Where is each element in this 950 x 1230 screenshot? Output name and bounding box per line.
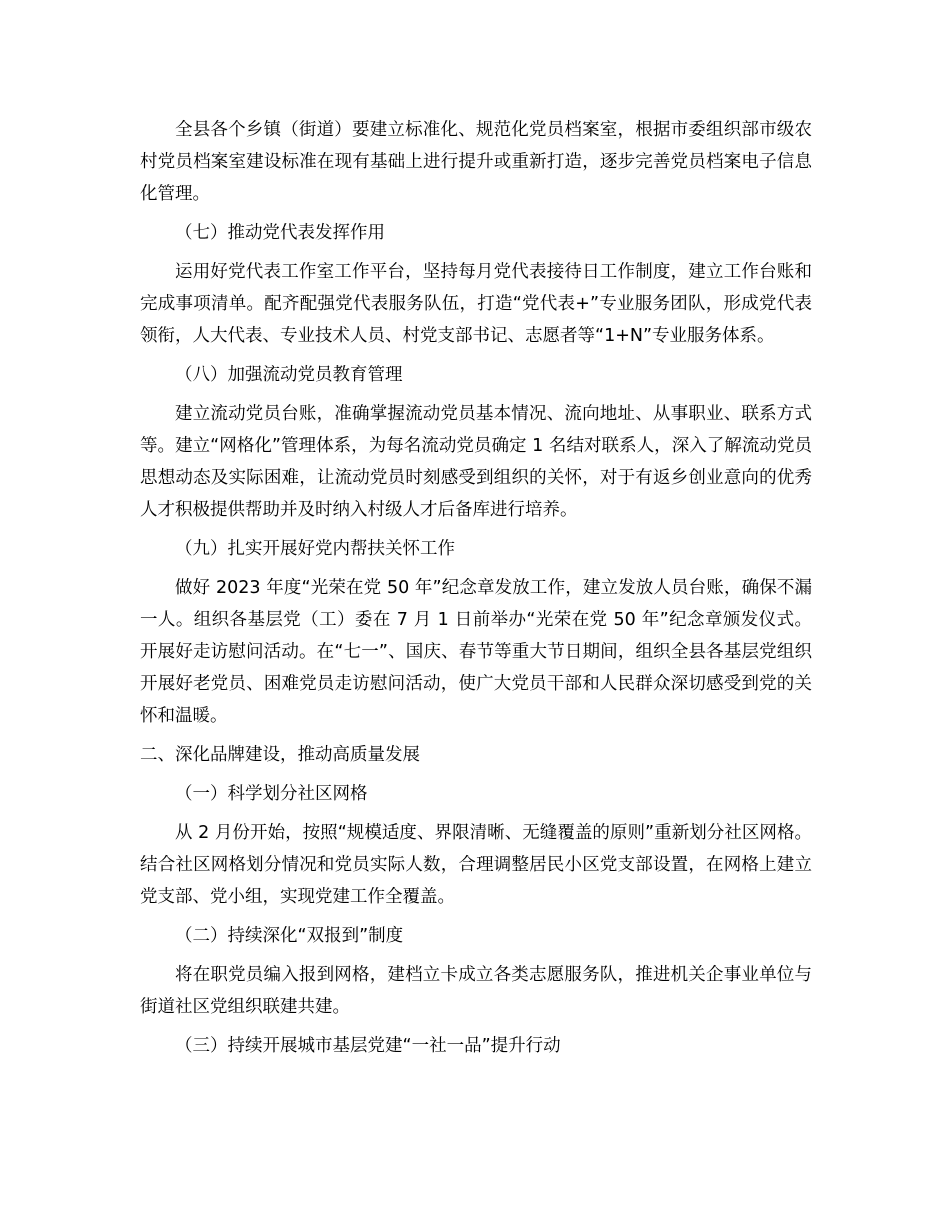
heading-seven-party-reps: （七）推动党代表发挥作用 [175,223,385,243]
paragraph-party-reps: 运用好党代表工作室工作平台，坚持每月党代表接待日工作制度，建立工作台账和完成事项清单。配齐配强党代表服务队伍，打造“党代表+”专业服务团队，形成党代表领衔，人大代表、专业技术人员、村党支部书记、志愿者等“1+N”专业服务体系。 [140,262,812,346]
heading-two-double-report: （二）持续深化“双报到”制度 [175,926,404,946]
paragraph-archive-rooms: 全县各个乡镇（街道）要建立标准化、规范化党员档案室，根据市委组织部市级农村党员档案室建设标准在现有基础上进行提升或重新打造，逐步完善党员档案电子信息化管理。 [140,120,812,204]
document-page [140,114,812,1069]
heading-nine-care-work: （九）扎实开展好党内帮扶关怀工作 [175,539,455,559]
heading-three-one-community: （三）持续开展城市基层党建“一社一品”提升行动 [175,1036,561,1056]
paragraph-grid-division: 从 2 月份开始，按照“规模适度、界限清晰、无缝覆盖的原则”重新划分社区网格。结合社区网格划分情况和党员实际人数，合理调整居民小区党支部设置，在网格上建立党支部、党小组，实现党建工作全覆盖。 [140,823,812,907]
heading-section-two: 二、深化品牌建设，推动高质量发展 [140,745,420,765]
heading-one-grid-division: （一）科学划分社区网格 [175,784,368,804]
paragraph-double-report: 将在职党员编入报到网格，建档立卡成立各类志愿服务队，推进机关企事业单位与街道社区党组织联建共建。 [140,965,812,1017]
paragraph-mobile-members: 建立流动党员台账，准确掌握流动党员基本情况、流向地址、从事职业、联系方式等。建立“网格化”管理体系，为每名流动党员确定 1 名结对联系人，深入了解流动党员思想动态及实际困难，让流动党员时刻感受到组织的关怀，对于有返乡创业意向的优秀人才积极提供帮助并及时纳入村级人才后备库进行培养。 [140,404,812,520]
heading-eight-mobile-members: （八）加强流动党员教育管理 [175,365,403,385]
paragraph-care-work: 做好 2023 年度“光荣在党 50 年”纪念章发放工作，建立发放人员台账，确保不漏一人。组织各基层党（工）委在 7 月 1 日前举办“光荣在党 50 年”纪念章颁发仪式。开展好走访慰问活动。在“七一”、国庆、春节等重大节日期间，组织全县各基层党组织开展好老党员、困难党员走访慰问活动，使广大党员干部和人民群众深切感受到党的关怀和温暖。 [140,578,812,726]
